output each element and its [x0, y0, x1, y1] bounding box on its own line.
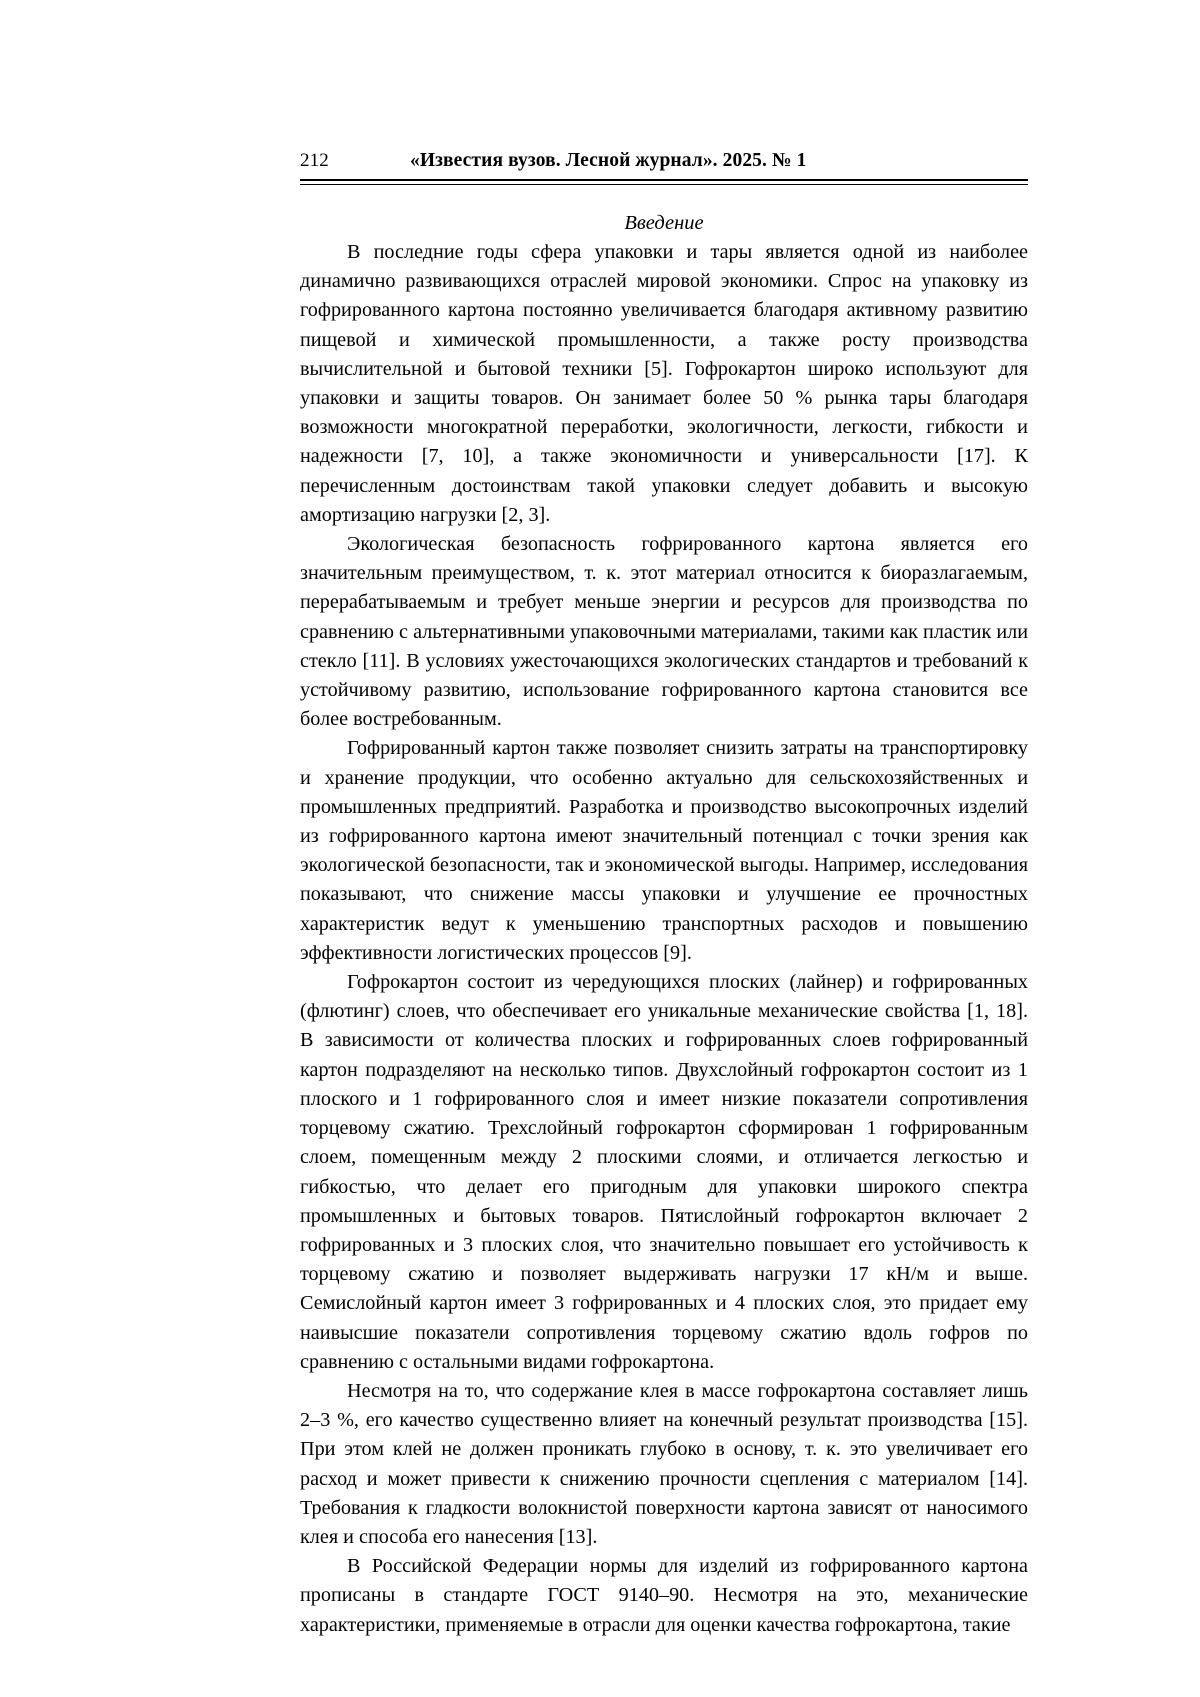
page-content — [300, 150, 1028, 1640]
paragraph: В последние годы сфера упаковки и тары является одной из наиболее динамично развивающихся отраслей мировой экономики. Спрос на упаковку из гофрированного картона постоянно увеличивается благодаря активному развитию пищевой и химической промышленности, а также росту производства вычислительной и бытовой техники [5]. Гофрокартон широко используют для упаковки и защиты товаров. Он занимает более 50 % рынка тары благодаря возможности многократной переработки, экологичности, легкости, гибкости и надежности [7, 10], а также экономичности и универсальности [17]. К перечисленным достоинствам такой упаковки следует добавить и высокую амортизацию нагрузки [2, 3]. — [300, 241, 1028, 526]
page-number: 212 — [300, 150, 329, 171]
section-heading: Введение — [624, 212, 704, 234]
journal-title: «Известия вузов. Лесной журнал». 2025. № 1 — [410, 150, 807, 171]
header-rule — [300, 179, 1028, 185]
paragraph: Несмотря на то, что содержание клея в массе гофрокартона составляет лишь 2–3 %, его качество существенно влияет на конечный результат производства [15]. При этом клей не должен проникать глубоко в основу, т. к. это увеличивает его расход и может привести к снижению прочности сцепления с материалом [14]. Требования к гладкости волокнистой поверхности картона зависят от наносимого клея и способа его нанесения [13]. — [300, 1379, 1028, 1548]
paragraph: Экологическая безопасность гофрированного картона является его значительным преимуществом, т. к. этот материал относится к биоразлагаемым, перерабатываемым и требует меньше энергии и ресурсов для производства по сравнению с альтернативными упаковочными материалами, такими как пластик или стекло [11]. В условиях ужесточающихся экологических стандартов и требований к устойчивому развитию, использование гофрированного картона становится все более востребованным. — [300, 533, 1028, 731]
paragraph: Гофрированный картон также позволяет снизить затраты на транспортировку и хранение продукции, что особенно актуально для сельскохозяйственных и промышленных предприятий. Разработка и производство высокопрочных изделий из гофрированного картона имеют значительный потенциал с точки зрения как экологической безопасности, так и экономической выгоды. Например, исследования показывают, что снижение массы упаковки и улучшение ее прочностных характеристик ведут к уменьшению транспортных расходов и повышению эффективности логистических процессов [9]. — [300, 737, 1028, 964]
paragraph: В Российской Федерации нормы для изделий из гофрированного картона прописаны в стандарте ГОСТ 9140–90. Несмотря на это, механические характеристики, применяемые в отрасли для оценки качества гофрокартона, такие — [300, 1555, 1028, 1636]
paragraph: Гофрокартон состоит из чередующихся плоских (лайнер) и гофрированных (флютинг) слоев, что обеспечивает его уникальные механические свойства [1, 18]. В зависимости от количества плоских и гофрированных слоев гофрированный картон подразделяют на несколько типов. Двухслойный гофрокартон состоит из 1 плоского и 1 гофрированного слоя и имеет низкие показатели сопротивления торцевому сжатию. Трехслойный гофрокартон сформирован 1 гофрированным слоем, помещенным между 2 плоскими слоями, и отличается легкостью и гибкостью, что делает его пригодным для упаковки широкого спектра промышленных и бытовых товаров. Пятислойный гофрокартон включает 2 гофрированных и 3 плоских слоя, что значительно повышает его устойчивость к торцевому сжатию и позволяет выдерживать нагрузки 17 кН/м и выше. Семислойный картон имеет 3 гофрированных и 4 плоских слоя, это придает ему наивысшие показатели сопротивления торцевому сжатию вдоль гофров по сравнению с остальными видами гофрокартона. — [300, 971, 1028, 1373]
running-head — [300, 150, 1028, 172]
